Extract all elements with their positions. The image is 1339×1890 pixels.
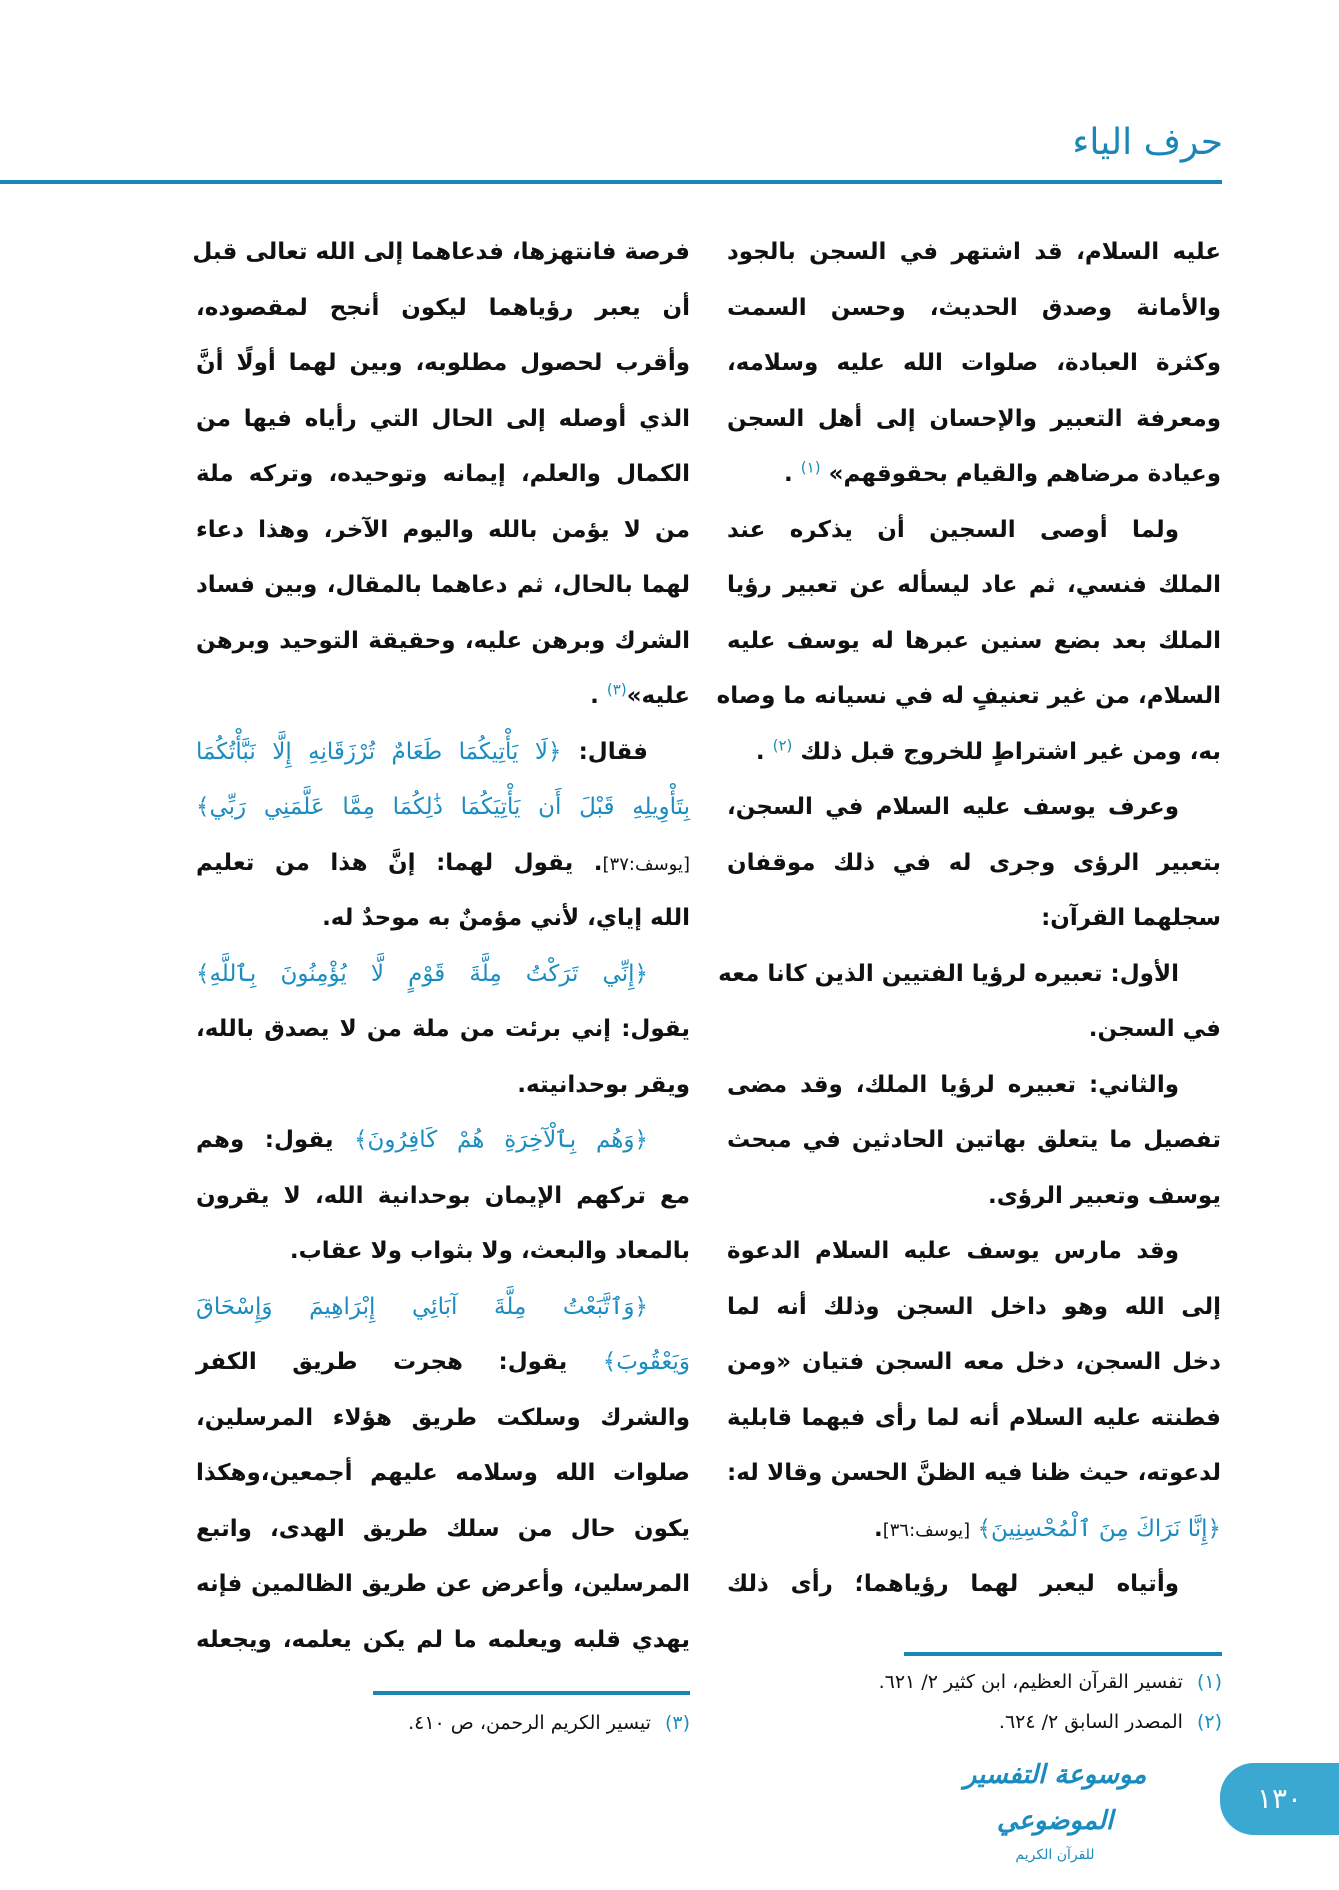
body-text: وأقرب لحصول مطلوبه، وبين لهما أولًا أنَّ [196,350,690,376]
body-text: دخل السجن، دخل معه السجن فتيان «ومن [727,1349,1221,1375]
body-text: سجلهما القرآن: [1041,905,1221,931]
text-line [727,1502,1221,1558]
body-text: وعيادة مرضاهم والقيام بحقوقهم» [820,461,1221,487]
body-text: لدعوته، حيث ظنا فيه الظنَّ الحسن وقالا له: [727,1460,1221,1486]
body-text: يقول: وهم [196,1127,355,1153]
body-text: الله إياي، لأني مؤمنٌ به موحدٌ له. [322,905,690,931]
text-line [727,1169,1221,1225]
text-line [727,725,1221,781]
body-text: ومعرفة التعبير والإحسان إلى أهل السجن [727,405,1221,432]
quran-verse: وَيَعْقُوبَ﴾ [602,1349,690,1375]
text-line [196,1058,690,1114]
text-line [196,947,690,1003]
text-line [727,891,1221,947]
body-text: والأمانة وصدق الحديث، وحسن السمت [727,294,1221,321]
left-text-column [192,225,690,1668]
text-line [727,225,1221,281]
body-text: ويقر بوحدانيته. [517,1071,690,1098]
right-text-column [716,225,1221,1613]
text-line [727,1002,1221,1058]
text-line [727,336,1221,392]
body-text: وقد مارس يوسف عليه السلام الدعوة [727,1238,1179,1264]
text-line [196,1391,690,1447]
body-text: تفصيل ما يتعلق بهاتين الحادثين في مبحث [727,1127,1221,1153]
body-text: والشرك وسلكت طريق هؤلاء المرسلين، [196,1404,690,1431]
body-text: فطنته عليه السلام أنه لما رأى فيهما قابلية [727,1404,1221,1431]
text-line [196,1002,690,1058]
text-line [727,447,1221,503]
body-text: صلوات الله وسلامه عليهم أجمعين،وهكذا [196,1460,690,1486]
text-line [727,503,1221,559]
body-text: والثاني: تعبيره لرؤيا الملك، وقد مضى [727,1071,1179,1098]
text-line [727,614,1221,670]
encyclopedia-logo [930,1752,1180,1863]
body-text: ولما أوصى السجين أن يذكره عند [727,516,1179,543]
body-text: مع تركهم الإيمان بوحدانية الله، لا يقرون [196,1182,690,1209]
chapter-title: حرف الياء [1072,122,1223,163]
text-line [727,1335,1221,1391]
footnote-number: (٢) [1196,1711,1222,1733]
text-line [196,281,690,337]
text-line [727,1557,1221,1613]
text-line [727,392,1221,448]
quran-verse: ﴿وَٱتَّبَعْتُ مِلَّةَ آبَائِي إِبْرَاهِيمَ وَإِسْحَاقَ [196,1293,648,1320]
text-line [196,1280,690,1336]
body-text: الكمال والعلم، إيمانه وتوحيده، وتركه ملة [196,461,690,487]
body-text: السلام، من غير تعنيفٍ له في نسيانه ما وصاه [716,683,1221,709]
footnote-text: تفسير القرآن العظيم، ابن كثير ٢/ ٦٢١. [878,1671,1183,1693]
text-line [192,225,690,281]
body-text: وكثرة العبادة، صلوات الله عليه وسلامه، [727,350,1221,376]
body-text: المرسلين، وأعرض عن طريق الظالمين فإنه [196,1571,690,1597]
text-line [196,1113,690,1169]
footnote-number: (١) [1196,1671,1222,1693]
body-text: فقال: [561,738,648,765]
body-text: . [873,1515,883,1542]
text-line [196,1613,690,1669]
text-line [196,891,690,947]
footnote-text: المصدر السابق ٢/ ٦٢٤. [998,1711,1183,1733]
text-line [196,836,690,892]
footnote-divider-right [904,1652,1222,1656]
verse-reference: [يوسف:٣٧] [602,853,690,875]
footnote-number: (٣) [664,1712,690,1734]
footnote-marker[interactable]: (٣) [606,680,627,699]
footnote-marker[interactable]: (٢) [772,735,793,754]
footnote [879,1662,1222,1702]
quran-verse: ﴿إِنَّا نَرَاكَ مِنَ ٱلْمُحْسِنِينَ﴾ [970,1515,1221,1542]
body-text: الملك بعد بضع سنين عبرها له يوسف عليه [727,627,1221,654]
body-text: الشرك وبرهن عليه، وحقيقة التوحيد وبرهن [196,627,690,654]
body-text: يكون حال من سلك طريق الهدى، واتبع [196,1515,690,1542]
body-text: وعرف يوسف عليه السلام في السجن، [727,794,1179,820]
text-line [196,503,690,559]
body-text: عليه السلام، قد اشتهر في السجن بالجود [727,239,1221,265]
text-line [727,558,1221,614]
body-text: يقول: إني برئت من ملة من لا يصدق بالله، [196,1016,690,1042]
body-text: به، ومن غير اشتراطٍ للخروج قبل ذلك [792,738,1221,765]
footnote-marker[interactable]: (١) [800,458,821,477]
body-text: . [590,683,607,709]
text-line [716,669,1221,725]
footnotes-right [879,1662,1222,1742]
text-line [196,669,690,725]
text-line [727,1446,1221,1502]
body-text: أن يعبر رؤياهما ليكون أنجح لمقصوده، [196,294,690,321]
verse-reference: [يوسف:٣٦] [882,1519,971,1541]
text-line [196,780,690,836]
body-text: . [784,461,801,487]
text-line [196,1502,690,1558]
body-text: بتعبير الرؤى وجرى له في ذلك موقفان [727,849,1221,876]
body-text: يقول: هجرت طريق الكفر [196,1349,603,1375]
quran-verse: ﴿لَا يَأْتِيكُمَا طَعَامٌ تُرْزَقَانِهِ إِلَّا نَبَّأْتُكُمَا [196,738,562,765]
quran-verse: ﴿إِنِّي تَرَكْتُ مِلَّةَ قَوْمٍ لَّا يُؤْمِنُونَ بِٱللَّهِ﴾ [196,960,648,987]
header-divider [0,180,1222,184]
text-line [727,1058,1221,1114]
body-text: وأتياه ليعبر لهما رؤياهما؛ رأى ذلك [727,1571,1179,1597]
text-line [196,447,690,503]
text-line [727,1224,1221,1280]
logo-title: موسوعة التفسير الموضوعي [963,1760,1147,1836]
logo-subtitle: للقرآن الكريم [1015,1847,1095,1863]
text-line [727,780,1221,836]
text-line [727,281,1221,337]
text-line [727,836,1221,892]
text-line [727,1391,1221,1447]
text-line [196,725,690,781]
body-text: يوسف وتعبير الرؤى. [987,1182,1221,1209]
body-text: من لا يؤمن بالله واليوم الآخر، وهذا دعاء [196,516,690,543]
text-line [727,1113,1221,1169]
text-line [196,1557,690,1613]
footnotes-left [408,1703,690,1743]
text-line [196,1224,690,1280]
text-line [196,614,690,670]
text-line [196,1335,690,1391]
body-text: يهدي قلبه ويعلمه ما لم يكن يعلمه، ويجعله [196,1626,690,1653]
text-line [718,947,1221,1003]
body-text: فرصة فانتهزها، فدعاهما إلى الله تعالى قبل [192,239,690,265]
text-line [196,336,690,392]
page-number: ١٣٠ [1220,1763,1339,1835]
text-line [196,1446,690,1502]
text-line [196,1169,690,1225]
body-text: . يقول لهما: إنَّ هذا من تعليم [196,849,603,876]
quran-verse: ﴿وَهُم بِٱلْآخِرَةِ هُمْ كَافِرُونَ﴾ [354,1127,648,1153]
body-text: . [755,738,773,765]
footnote [879,1702,1222,1742]
body-text: الذي أوصله إلى الحال التي رأياه فيها من [196,405,690,432]
footnote [408,1703,690,1743]
footnote-text: تيسير الكريم الرحمن، ص ٤١٠. [408,1712,651,1734]
body-text: إلى الله وهو داخل السجن وذلك أنه لما [727,1293,1221,1320]
text-line [727,1280,1221,1336]
body-text: لهما بالحال، ثم دعاهما بالمقال، وبين فساد [196,572,690,598]
body-text: الأول: تعبيره لرؤيا الفتيين الذين كانا معه [718,960,1179,987]
footnote-divider-left [373,1691,690,1695]
body-text: الملك فنسي، ثم عاد ليسأله عن تعبير رؤيا [727,572,1221,598]
quran-verse: بِتَأْوِيلِهِ قَبْلَ أَن يَأْتِيَكُمَا ذَٰلِكُمَا مِمَّا عَلَّمَنِي رَبِّي﴾ [196,794,690,820]
body-text: عليه» [626,683,690,709]
body-text: بالمعاد والبعث، ولا بثواب ولا عقاب. [289,1238,690,1264]
body-text: في السجن. [1088,1016,1221,1042]
text-line [196,392,690,448]
text-line [196,558,690,614]
